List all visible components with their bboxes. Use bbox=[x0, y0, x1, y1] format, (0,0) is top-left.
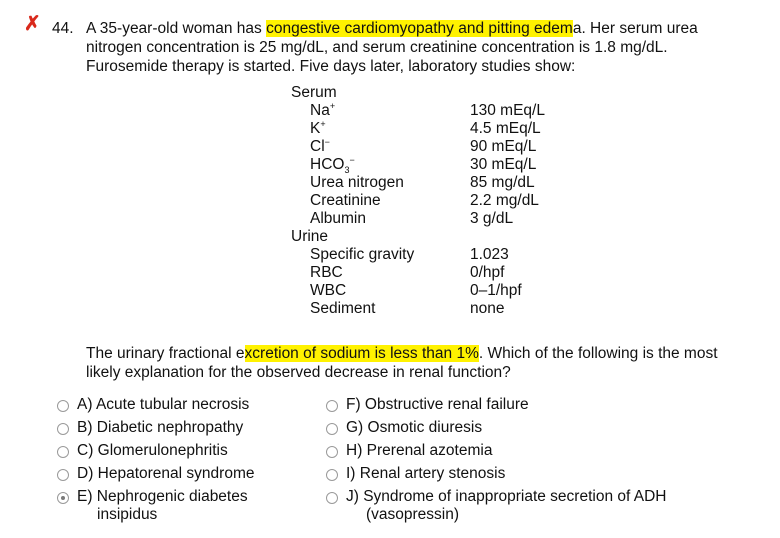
radio-button-icon[interactable] bbox=[326, 446, 338, 458]
lab-name-text: Urea nitrogen bbox=[310, 174, 404, 191]
lab-value: 85 mg/dL bbox=[470, 174, 535, 191]
answer-option-text-continued: (vasopressin) bbox=[366, 506, 460, 523]
lab-value: 4.5 mEq/L bbox=[470, 120, 541, 137]
radio-button-icon[interactable] bbox=[326, 469, 338, 481]
tail-line-1 bbox=[86, 344, 766, 363]
lab-name bbox=[310, 156, 355, 174]
lab-name bbox=[310, 282, 346, 300]
lab-value: 0/hpf bbox=[470, 264, 505, 281]
answer-option-text: E) Nephrogenic diabetes bbox=[77, 488, 248, 505]
tail-text: . Which of the following is the most bbox=[478, 345, 718, 362]
answer-option-label bbox=[346, 465, 505, 483]
lab-name-text: K bbox=[310, 120, 321, 137]
radio-button-icon[interactable] bbox=[57, 446, 69, 458]
stem-line-2: nitrogen concentration is 25 mg/dL, and serum creatinine concentration is 1.8 mg/dL. bbox=[86, 39, 668, 56]
lab-value: 130 mEq/L bbox=[470, 102, 545, 119]
question-number: 44. bbox=[52, 20, 74, 37]
answer-option-label bbox=[77, 465, 254, 483]
radio-button-icon[interactable] bbox=[57, 469, 69, 481]
answer-option-text: A) Acute tubular necrosis bbox=[77, 396, 250, 413]
radio-button-icon[interactable] bbox=[326, 423, 338, 435]
lab-name-text: RBC bbox=[310, 264, 343, 281]
lab-name-text: Creatinine bbox=[310, 192, 381, 209]
answer-option-text: F) Obstructive renal failure bbox=[346, 396, 529, 413]
lab-value: 1.023 bbox=[470, 246, 509, 263]
radio-button-icon[interactable] bbox=[326, 492, 338, 504]
lab-value: 30 mEq/L bbox=[470, 156, 537, 173]
tail-text: The urinary fractional e bbox=[86, 345, 245, 362]
lab-name bbox=[310, 210, 366, 228]
answer-option-label bbox=[346, 442, 492, 460]
question-stem bbox=[86, 19, 766, 76]
stem-text: A 35-year-old woman has bbox=[86, 20, 267, 37]
answer-option-text: H) Prerenal azotemia bbox=[346, 442, 493, 459]
lab-name bbox=[310, 300, 375, 318]
answer-option-label bbox=[346, 488, 667, 524]
lab-value: 2.2 mg/dL bbox=[470, 192, 539, 209]
lab-name-text: Sediment bbox=[310, 300, 376, 317]
answer-option-label bbox=[77, 488, 248, 524]
lab-value: none bbox=[470, 300, 505, 317]
lab-superscript: − bbox=[324, 136, 330, 147]
lab-name bbox=[310, 192, 381, 210]
lab-superscript: + bbox=[329, 100, 336, 111]
lab-value: 3 g/dL bbox=[470, 210, 514, 227]
lab-name-text: Specific gravity bbox=[310, 246, 415, 263]
answer-option-text: I) Renal artery stenosis bbox=[346, 465, 506, 482]
lab-superscript: + bbox=[320, 118, 326, 129]
stem-text: a. Her serum urea bbox=[572, 20, 698, 37]
lab-name bbox=[310, 264, 343, 282]
stem-line-3: Furosemide therapy is started. Five days later, laboratory studies show: bbox=[86, 58, 576, 75]
answer-option-label bbox=[77, 442, 228, 460]
radio-button-icon[interactable] bbox=[326, 400, 338, 412]
lab-name-text: HCO bbox=[310, 156, 345, 173]
radio-button-icon[interactable] bbox=[57, 400, 69, 412]
urine-heading: Urine bbox=[291, 228, 329, 245]
stem-highlight: congestive cardiomyopathy and pitting edem bbox=[266, 20, 573, 37]
tail-highlight: xcretion of sodium is less than 1% bbox=[244, 345, 479, 362]
answer-option-text: D) Hepatorenal syndrome bbox=[77, 465, 255, 482]
lab-name bbox=[310, 120, 326, 138]
lab-subscript: 3 bbox=[344, 165, 350, 176]
lab-value: 90 mEq/L bbox=[470, 138, 537, 155]
serum-heading: Serum bbox=[291, 84, 337, 101]
lab-name-text: Albumin bbox=[310, 210, 366, 227]
lab-name bbox=[310, 138, 330, 156]
lab-name bbox=[310, 174, 404, 192]
answer-option-label bbox=[346, 419, 482, 437]
answer-option-label bbox=[346, 396, 529, 414]
incorrect-x-icon: ✗ bbox=[24, 13, 41, 35]
lab-name-text: WBC bbox=[310, 282, 347, 299]
radio-button-selected-icon[interactable] bbox=[57, 492, 69, 504]
stem-line-1 bbox=[86, 19, 766, 38]
answer-option-text: J) Syndrome of inappropriate secretion of ADH bbox=[346, 488, 667, 505]
lab-value: 0–1/hpf bbox=[470, 282, 522, 299]
tail-line-2: likely explanation for the observed decrease in renal function? bbox=[86, 364, 511, 381]
answer-option-text-continued: insipidus bbox=[97, 506, 158, 523]
answer-option-text: G) Osmotic diuresis bbox=[346, 419, 483, 436]
answer-option-text: C) Glomerulonephritis bbox=[77, 442, 228, 459]
question-tail bbox=[86, 344, 766, 382]
lab-name bbox=[310, 246, 414, 264]
lab-name-text: Cl bbox=[310, 138, 325, 155]
lab-name bbox=[310, 102, 335, 120]
answer-option-text: B) Diabetic nephropathy bbox=[77, 419, 244, 436]
lab-superscript: − bbox=[349, 154, 355, 165]
radio-button-icon[interactable] bbox=[57, 423, 69, 435]
answer-option-label bbox=[77, 419, 243, 437]
answer-option-label bbox=[77, 396, 249, 414]
lab-name-text: Na bbox=[310, 102, 330, 119]
